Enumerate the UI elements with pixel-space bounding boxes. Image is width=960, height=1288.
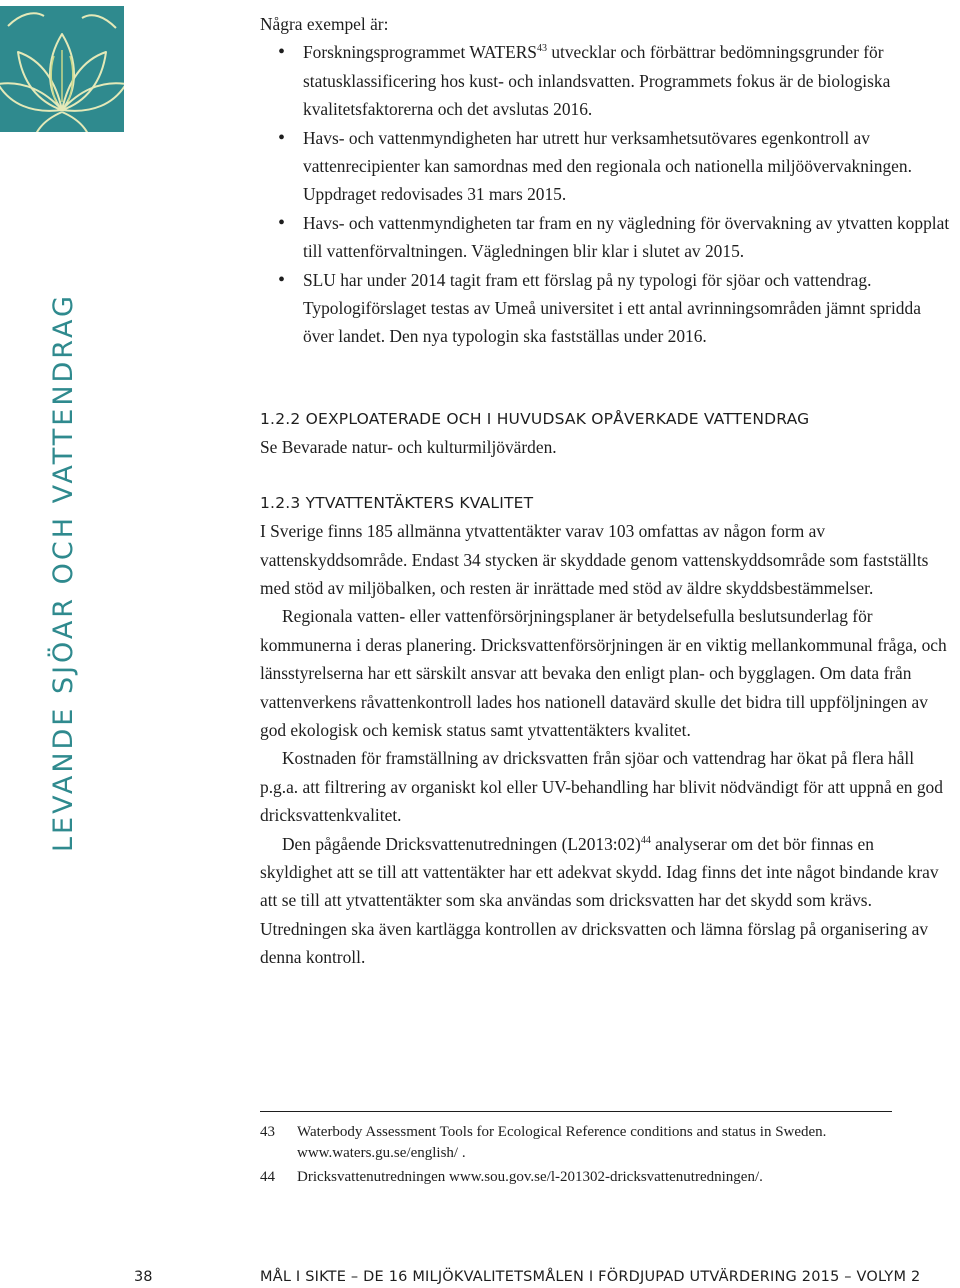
footnote-text: Waterbody Assessment Tools for Ecological Reference conditions and status in Sweden. www.waters.gu.se/english/ . [297,1124,827,1161]
main-content [260,10,950,972]
paragraph: I Sverige finns 185 allmänna ytvattentäkter varav 103 omfattas av någon form av vattenskyddsområde. Endast 34 stycken är skyddade genom vattenskyddsområde som fastställts med stöd av miljöbalken, och resten är inrättade med stöd av äldre skyddsbestämmelser. [260,521,929,598]
footnote-text: Dricksvattenutredningen www.sou.gov.se/l-201302-dricksvattenutredningen/. [297,1169,763,1185]
example-list [260,38,950,350]
footnote-number: 44 [260,1169,275,1185]
running-title: MÅL I SIKTE – DE 16 MILJÖKVALITETSMÅLEN I FÖRDJUPAD UTVÄRDERING 2015 – VOLYM 2 [260,1269,921,1285]
water-lily-icon [0,6,124,132]
footnote [260,1122,950,1164]
paragraph: Den pågående Dricksvattenutredningen (L2013:02)$^{44}$ analyserar om det bör finnas en skyldighet att se till att vattentäkter har ett adekvat skydd. Idag finns det inte något bindande krav att se till att ytvattentäkter som ska användas som dricksvatten har det skydd som krävs. Utredningen ska även kartlägga kontrollen av dricksvatten och lämna förslag på organisering av denna kontroll. [260,833,939,968]
footnote-ref-43[interactable]: 43 [536,43,547,55]
section-heading-1-2-2: 1.2.2 OEXPLOATERADE OCH I HUVUDSAK OPÅVERKADE VATTENDRAG [260,409,810,428]
list-item: • Havs- och vattenmyndigheten tar fram en ny vägledning för övervakning av ytvatten kopplat till vattenförvaltningen. Vägledningen blir klar i slutet av 2015. [260,209,950,266]
water-lily-logo [0,6,124,132]
section-text-1-2-2: Se Bevarade natur- och kulturmiljövärden. [260,437,557,458]
list-item: • Forskningsprogrammet WATERS$^{43}$ utvecklar och förbättrar bedömningsgrunder för statusklassificering hos kust- och inlandsvatten. Programmets fokus är de biologiska kvalitetsfaktorerna och det avslutas 2016. [260,38,950,123]
paragraph: Regionala vatten- eller vattenförsörjningsplaner är betydelsefulla beslutsunderlag för kommunerna i deras planering. Dricksvattenförsörjningen är en viktig mellankommunal fråga, och länsstyrelserna har ett särskilt ansvar att bevaka den enligt plan- och bygglagen. Om data från vattenverkens råvattenkontroll lades hos nationell datavärd skulle det bidra till uppföljningen av god ekologisk och kemisk status samt ytvattentäkters kvalitet. [260,606,947,740]
page-number: 38 [134,1269,153,1285]
footnote-divider [260,1111,892,1112]
intro-text: Några exempel är: [260,14,389,34]
list-item: • Havs- och vattenmyndigheten har utrett hur verksamhetsutövares egenkontroll av vattenrecipienter kan samordnas med den regionala och nationella miljöövervakningen. Uppdraget redovisades 31 mars 2015. [260,124,950,209]
footnote-number: 43 [260,1124,275,1140]
footnote-ref-44[interactable]: 44 [640,834,651,846]
sidebar-section-title: LEVANDE SJÖAR OCH VATTENDRAG [48,293,79,852]
footnote [260,1167,950,1188]
footnotes [260,1122,950,1191]
list-item: • SLU har under 2014 tagit fram ett förslag på ny typologi för sjöar och vattendrag. Typologiförslaget testas av Umeå universitet i ett antal avrinningsområden jämnt spridda över landet. Den nya typologin ska fastställas under 2016. [260,266,950,351]
section-heading-1-2-3: 1.2.3 YTVATTENTÄKTERS KVALITET [260,493,534,512]
paragraph: Kostnaden för framställning av dricksvatten från sjöar och vattendrag har ökat på flera håll p.g.a. att filtrering av organiskt kol eller UV-behandling har blivit nödvändigt för att uppnå en god dricksvattenkvalitet. [260,748,943,826]
